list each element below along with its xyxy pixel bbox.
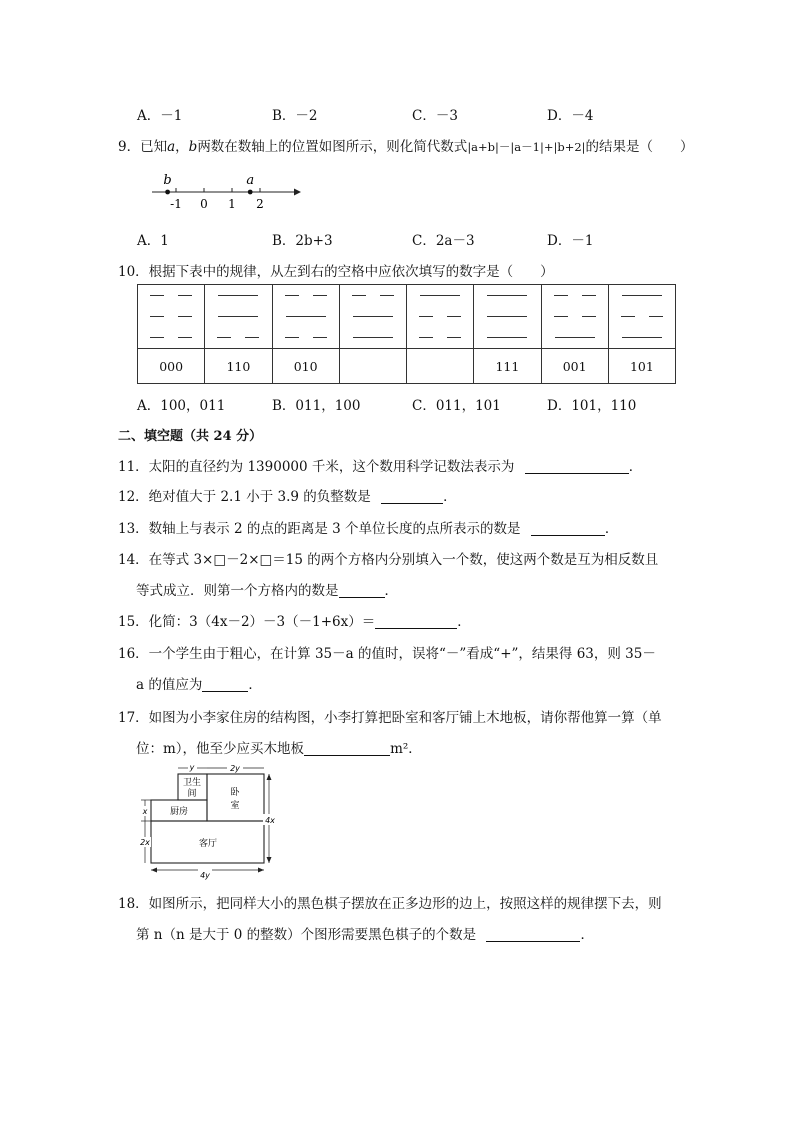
q13-end: ． <box>604 521 619 537</box>
trigram-broken-bar <box>313 295 327 296</box>
section-title: 二、填空题（共 24 分） <box>118 429 263 444</box>
q14-line1: 14．在等式 3×□－2×□＝15 的两个方格内分别填入一个数，使这两个数是互为相反数且 <box>118 552 659 568</box>
trigram-010 <box>273 286 339 348</box>
q10-option-a: A．100，011 <box>137 398 226 414</box>
q17-floor-plan <box>138 760 286 882</box>
code-cell: 101 <box>608 349 675 384</box>
dim-4x-arrow-top <box>267 774 272 780</box>
q9-var-a: a <box>167 139 176 155</box>
q9-option-c: C．2a－3 <box>412 233 475 249</box>
q15-end: ． <box>457 614 471 630</box>
q13 <box>118 517 618 537</box>
trigram-broken-bar <box>150 337 164 338</box>
dim-4x-label: 4x <box>265 816 275 825</box>
q16-line1: 16．一个学生由于粗心，在计算 35－a 的值时，误将“－”看成“+”，结果得 63，则 35－ <box>118 646 656 662</box>
trigram-110 <box>205 286 271 348</box>
trigram-broken-bar <box>582 316 596 317</box>
pattern-cell <box>138 285 205 349</box>
q14-answer-blank[interactable] <box>339 583 385 598</box>
q17-line2 <box>136 737 422 757</box>
trigram-solid-bar <box>218 295 258 296</box>
q11-text: 11．太阳的直径约为 1390000 千米，这个数用科学记数法表示为 <box>118 459 515 475</box>
q13-text: 13．数轴上与表示 2 的点的距离是 3 个单位长度的点所表示的数是 <box>118 521 521 537</box>
pattern-cell <box>541 285 608 349</box>
q17-answer-blank[interactable] <box>304 741 390 756</box>
q9-stem <box>118 135 694 155</box>
dim-4y-label: 4y <box>200 871 210 880</box>
pattern-cell <box>608 285 675 349</box>
trigram-broken-bar <box>621 316 635 317</box>
trigram-broken-bar <box>285 295 299 296</box>
trigram-101 <box>609 286 675 348</box>
q9-suffix: 的结果是（ ） <box>585 139 694 155</box>
tick-label-1: 1 <box>228 197 236 211</box>
number-line-arrow <box>294 189 301 196</box>
code-cell: 001 <box>541 349 608 384</box>
pattern-cell <box>205 285 272 349</box>
code-cell: 010 <box>272 349 339 384</box>
q9-prefix: 9．已知 <box>118 139 168 155</box>
q12-end: ． <box>443 489 457 505</box>
q11-answer-blank[interactable] <box>525 459 629 474</box>
q11 <box>118 455 642 475</box>
trigram-000 <box>138 286 204 348</box>
q12 <box>118 485 457 505</box>
q17-line1: 17．如图为小李家住房的结构图，小李打算把卧室和客厅铺上木地板，请你帮他算一算（单 <box>118 710 662 726</box>
trigram-broken-bar <box>554 316 568 317</box>
q10-stem: 10．根据下表中的规律，从左到右的空格中应依次填写的数字是（ ） <box>118 264 554 280</box>
trigram-solid-bar <box>420 295 460 296</box>
living-room-label: 客厅 <box>198 839 218 849</box>
trigram-broken-bar <box>582 295 596 296</box>
trigram-broken-bar <box>313 337 327 338</box>
q9-option-d: D．－1 <box>547 233 594 249</box>
q14-text: 等式成立．则第一个方格内的数是 <box>136 583 339 599</box>
q11-end: ． <box>628 459 643 475</box>
q13-answer-blank[interactable] <box>531 521 605 536</box>
trigram-broken-bar <box>178 337 192 338</box>
trigram-solid-bar <box>353 316 393 317</box>
q9-mid: 两数在数轴上的位置如图所示，则化简代数式 <box>197 139 468 155</box>
trigram-col5 <box>407 286 473 348</box>
q17-unit: m²． <box>390 741 422 757</box>
trigram-broken-bar <box>178 295 192 296</box>
trigram-broken-bar <box>447 337 461 338</box>
q9-number-line <box>148 170 308 212</box>
dim-y-label: y <box>189 763 195 772</box>
pattern-cell <box>407 285 474 349</box>
q8-option-c: C．－3 <box>412 108 458 124</box>
q8-option-a: A．－1 <box>137 108 183 124</box>
trigram-broken-bar <box>178 316 192 317</box>
trigram-solid-bar <box>286 316 326 317</box>
dim-4y-arrow-right <box>258 868 264 873</box>
trigram-broken-bar <box>380 295 394 296</box>
bedroom-label-2: 室 <box>230 801 240 811</box>
q18-end: ． <box>580 927 594 943</box>
q9-sep: ， <box>175 139 189 155</box>
q10-option-c: C．011，101 <box>412 398 501 414</box>
trigram-broken-bar <box>150 316 164 317</box>
tick-label-0: 0 <box>200 197 208 211</box>
point-a-label: a <box>246 173 255 188</box>
pattern-cell <box>272 285 339 349</box>
dim-2y-label: 2y <box>230 764 240 773</box>
code-cell: 110 <box>205 349 272 384</box>
q9-option-b: B．2b+3 <box>272 233 333 249</box>
trigram-solid-bar <box>622 295 662 296</box>
q14-line2 <box>136 579 398 599</box>
code-cell-blank <box>407 349 474 384</box>
trigram-col4 <box>340 286 406 348</box>
q8-option-d: D．－4 <box>547 108 594 124</box>
point-a <box>248 190 253 195</box>
tick-label-2: 2 <box>256 197 264 211</box>
bathroom-label-1: 卫生 <box>182 778 202 788</box>
pattern-cell <box>474 285 541 349</box>
trigram-solid-bar <box>218 316 258 317</box>
q9-option-a: A．1 <box>137 233 169 249</box>
trigram-broken-bar <box>352 295 366 296</box>
trigram-broken-bar <box>245 337 259 338</box>
q16-end: ． <box>248 677 262 693</box>
trigram-001 <box>542 286 608 348</box>
pattern-cell <box>339 285 406 349</box>
q15-text: 15．化简：3（4x－2）－3（－1+6x）＝ <box>118 614 376 630</box>
code-cell: 000 <box>138 349 205 384</box>
q10-option-d: D．101，110 <box>547 398 637 414</box>
q18-line1: 18．如图所示，把同样大小的黑色棋子摆放在正多边形的边上，按照这样的规律摆下去，则 <box>118 896 662 912</box>
q10-pattern-row <box>138 285 676 349</box>
point-b-label: b <box>163 173 172 188</box>
trigram-solid-bar <box>353 337 393 338</box>
kitchen-label: 厨房 <box>169 807 189 817</box>
trigram-solid-bar <box>622 337 662 338</box>
trigram-broken-bar <box>554 295 568 296</box>
trigram-solid-bar <box>487 337 527 338</box>
q9-expression: |a+b|－|a－1|+|b+2| <box>467 140 586 154</box>
dim-x-label: x <box>142 807 148 816</box>
q18-answer-blank[interactable] <box>486 927 580 942</box>
trigram-solid-bar <box>487 295 527 296</box>
q18-text: 第 n（n 是大于 0 的整数）个图形需要黑色棋子的个数是 <box>136 927 477 943</box>
q9-var-b: b <box>188 139 198 155</box>
q10-option-b: B．011，100 <box>272 398 361 414</box>
q16-line2 <box>136 673 262 693</box>
q17-text: 位：m），他至少应买木地板 <box>136 741 305 757</box>
bedroom-label-1: 卧 <box>230 788 240 798</box>
q14-end: ． <box>384 583 398 599</box>
q15-answer-blank[interactable] <box>375 614 457 629</box>
code-cell: 111 <box>474 349 541 384</box>
q10-table <box>137 284 676 384</box>
trigram-broken-bar <box>419 337 433 338</box>
trigram-solid-bar <box>555 337 595 338</box>
bathroom-label-2: 间 <box>187 789 197 799</box>
tick-label-minus-1: -1 <box>170 197 182 211</box>
trigram-broken-bar <box>649 316 663 317</box>
q15 <box>118 610 471 630</box>
q16-text: a 的值应为 <box>136 677 203 693</box>
q8-option-b: B．－2 <box>272 108 318 124</box>
dim-4y-arrow-left <box>151 868 157 873</box>
trigram-solid-bar <box>487 316 527 317</box>
trigram-broken-bar <box>419 316 433 317</box>
trigram-111 <box>474 286 540 348</box>
trigram-broken-bar <box>285 337 299 338</box>
q10-code-row <box>138 349 676 384</box>
q12-answer-blank[interactable] <box>381 489 443 504</box>
trigram-broken-bar <box>150 295 164 296</box>
code-cell-blank <box>339 349 406 384</box>
q12-text: 12．绝对值大于 2.1 小于 3.9 的负整数是 <box>118 489 371 505</box>
dim-4x-arrow-bottom <box>267 857 272 863</box>
trigram-broken-bar <box>447 316 461 317</box>
dim-2x-label: 2x <box>140 838 150 847</box>
q18-line2 <box>136 923 594 943</box>
point-b <box>165 190 170 195</box>
trigram-broken-bar <box>217 337 231 338</box>
q16-answer-blank[interactable] <box>202 677 248 692</box>
